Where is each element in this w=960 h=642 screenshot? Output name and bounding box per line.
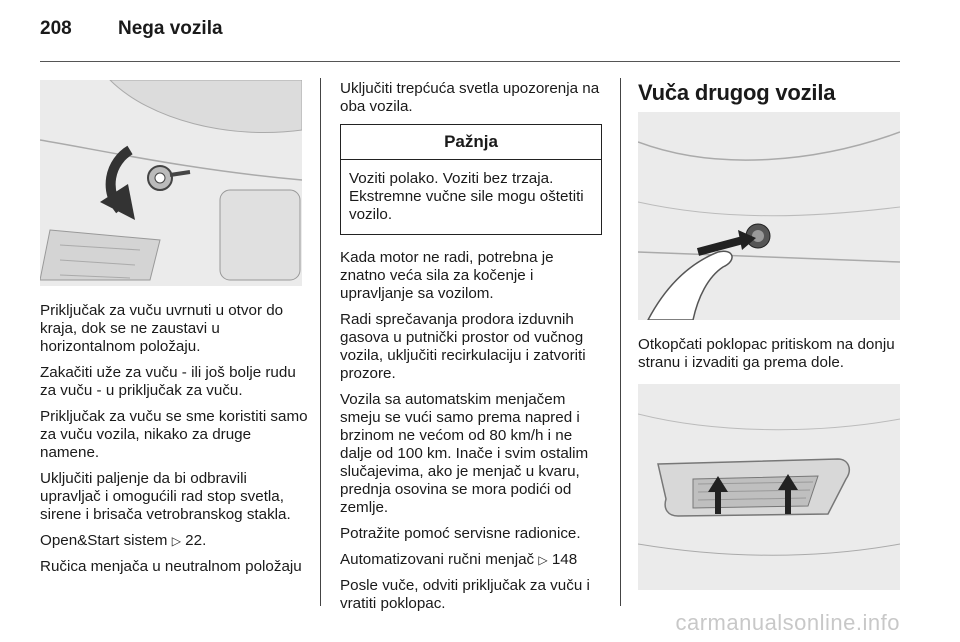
page-ref-arrow-icon: ▷	[538, 553, 548, 567]
open-start-reference[interactable]: Open&Start sistem ▷ 22.	[40, 532, 207, 549]
bumper-grille-illustration	[638, 384, 900, 590]
page-header	[40, 18, 223, 40]
caution-text: Voziti polako. Voziti bez trzaja. Ekstremne vučne sile mogu oštetiti vozilo.	[349, 170, 584, 223]
paragraph: Vozila sa automatskim menjačem smeju se vući samo prema napred i brzinom ne većom od 80 km/h i ne dalje od 100 km. Inače i svim ostalim slučajevima, ako je menjač u kvaru, prednja osovina se mora podići od zemlje.	[340, 391, 589, 516]
column-3-heading-wrap	[638, 80, 918, 106]
paragraph: Priključak za vuču uvrnuti u otvor do kraja, dok se ne zaustavi u horizontalnom položaju.	[40, 302, 284, 355]
column-divider-1	[320, 78, 321, 606]
page-ref-arrow-icon: ▷	[171, 534, 181, 548]
watermark: carmanualsonline.info	[675, 610, 900, 635]
section-heading: Vuča drugog vozila	[638, 80, 836, 105]
paragraph: Zakačiti uže za vuču - ili još bolje rudu za vuču - u priključak za vuču.	[40, 364, 296, 399]
paragraph: Ručica menjača u neutralnom položaju	[40, 558, 302, 575]
column-3-text	[638, 336, 908, 380]
paragraph: Kada motor ne radi, potrebna je znatno veća sila za kočenje i upravljanje sa vozilom.	[340, 249, 554, 302]
caption: Otkopčati poklopac pritiskom na donju stranu i izvaditi ga prema dole.	[638, 336, 895, 371]
caution-box	[340, 124, 602, 235]
tow-hook-illustration	[40, 80, 302, 286]
rear-cover-illustration	[638, 112, 900, 320]
paragraph: Uključiti paljenje da bi odbravili upravljač i omogućili rad stop svetla, sirene i brisača vetrobranskog stakla.	[40, 470, 291, 523]
column-2-text	[340, 80, 602, 621]
paragraph: Uključiti trepćuća svetla upozorenja na oba vozila.	[340, 80, 600, 115]
paragraph: Posle vuče, odviti priključak za vuču i vratiti poklopac.	[340, 577, 590, 612]
header-rule	[40, 61, 900, 62]
paragraph: Priključak za vuču se sme koristiti samo za vuču vozila, nikako za druge namene.	[40, 408, 308, 461]
transmission-reference[interactable]: Automatizovani ručni menjač ▷ 148	[340, 551, 578, 568]
caution-title: Pažnja	[341, 125, 601, 160]
page-number: 208	[40, 18, 72, 39]
column-1-text	[40, 302, 308, 584]
column-divider-2	[620, 78, 621, 606]
paragraph: Potražite pomoć servisne radionice.	[340, 525, 581, 542]
paragraph: Radi sprečavanja prodora izduvnih gasova u putnički prostor od vučnog vozila, uključiti recirkulaciju i zatvoriti prozore.	[340, 311, 586, 382]
section-title: Nega vozila	[118, 18, 223, 39]
